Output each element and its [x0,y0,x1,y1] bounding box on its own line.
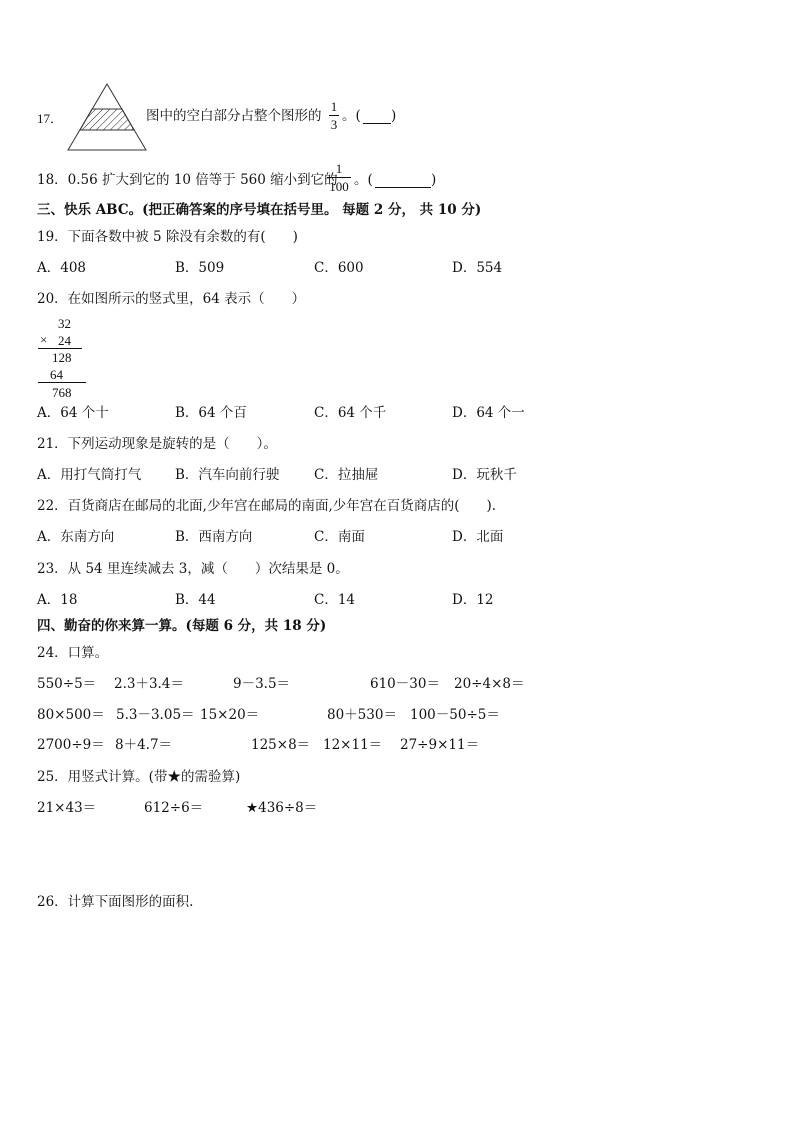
q23-option-a[interactable]: A．18 [37,592,78,608]
q19-option-a[interactable]: A．408 [37,260,87,276]
q24-r3-c4: 12×11＝ [323,737,383,753]
q17-answer-blank[interactable] [363,109,391,124]
q17-number: 17． [37,111,64,126]
q24-r3-c1: 2700÷9＝ [37,737,105,753]
q22-option-d[interactable]: D．北面 [452,529,504,545]
q22-option-a[interactable]: A．东南方向 [37,529,115,545]
q24-r3-c3: 125×8＝ [251,737,311,753]
q23-text: 23．从 54 里连续减去 3，减（ ）次结果是 0。 [37,561,349,577]
q21-option-b[interactable]: B．汽车向前行驶 [175,467,280,483]
q20-option-c[interactable]: C．64 个千 [314,405,387,421]
q18-fraction [327,162,351,193]
q19-option-b[interactable]: B．509 [175,260,225,276]
q21-text: 21．下列运动现象是旋转的是（ ）。 [37,436,277,452]
q26-text: 26．计算下面图形的面积. [37,894,194,910]
q20-option-d[interactable]: D．64 个一 [452,405,525,421]
q24-text: 24．口算。 [37,645,109,661]
q20-text: 20．在如图所示的竖式里，64 表示（ ） [37,291,306,307]
vm-partial-2: 64 [50,367,63,382]
vm-result: 768 [52,385,72,400]
q23-option-c[interactable]: C．14 [314,592,356,608]
vm-multiplier: 24 [58,333,71,348]
q24-r2-c1: 80×500＝ [37,707,105,723]
q17-fraction [329,100,339,131]
q18-numerator: 1 [335,161,343,176]
q21-option-d[interactable]: D．玩秋千 [452,467,517,483]
q18-open: 。( [354,172,373,188]
q18-denominator: 100 [329,179,349,194]
section-4-heading: 四、勤奋的你来算一算。(每题 6 分，共 18 分) [37,618,327,634]
q24-r2-c2: 5.3－3.05＝ [116,707,195,723]
q24-r1-c1: 550÷5＝ [37,676,97,692]
q22-option-b[interactable]: B．西南方向 [175,529,253,545]
q24-r2-c3: 15×20＝ [200,707,260,723]
q17-denominator: 3 [330,117,338,132]
q21-option-c[interactable]: C．拉抽屉 [314,467,379,483]
q24-r1-c5: 20÷4×8＝ [454,676,525,692]
q22-text: 22．百货商店在邮局的北面,少年宫在邮局的南面,少年宫在百货商店的( ). [37,498,497,514]
q17-open: 。( [342,108,361,124]
q21-option-a[interactable]: A．用打气筒打气 [37,467,142,483]
q23-option-b[interactable]: B．44 [175,592,216,608]
q24-r2-c5: 100－50÷5＝ [410,707,500,723]
vm-partial-1: 128 [52,350,72,365]
q17-text: 图中的空白部分占整个图形的 [146,108,322,124]
q19-option-d[interactable]: D．554 [452,260,503,276]
q25-item-1: 21×43＝ [37,800,97,816]
q25-text: 25．用竖式计算。(带★的需验算) [37,769,241,785]
q24-r1-c2: 2.3＋3.4＝ [114,676,184,692]
q22-option-c[interactable]: C．南面 [314,529,365,545]
q18-close: ) [431,172,437,188]
section-3-heading: 三、快乐 ABC。(把正确答案的序号填在括号里。 每题 2 分， 共 10 分) [37,202,482,218]
q24-r3-c5: 27÷9×11＝ [400,737,480,753]
q23-option-d[interactable]: D．12 [452,592,494,608]
q19-text: 19．下面各数中被 5 除没有余数的有( ) [37,229,298,245]
q18-answer-blank[interactable] [375,173,431,188]
q18-text: 18．0.56 扩大到它的 10 倍等于 560 缩小到它的 [37,172,338,188]
triangle-figure [66,82,148,152]
vm-top: 32 [58,316,71,331]
q17-numerator: 1 [330,99,338,114]
shaded-band [80,109,134,130]
q19-option-c[interactable]: C．600 [314,260,364,276]
q24-r2-c4: 80＋530＝ [327,707,397,723]
vm-times-sign: × [40,332,48,347]
q24-r1-c3: 9－3.5＝ [233,676,291,692]
q24-r1-c4: 610－30＝ [370,676,440,692]
vm-rule-1 [38,348,82,349]
q20-option-a[interactable]: A．64 个十 [37,405,109,421]
q24-r3-c2: 8＋4.7＝ [115,737,173,753]
q17-close: ) [391,108,397,124]
q25-item-2: 612÷6＝ [144,800,204,816]
vm-rule-2 [38,382,86,383]
q25-item-3: ★436÷8＝ [246,800,318,816]
q20-option-b[interactable]: B．64 个百 [175,405,247,421]
